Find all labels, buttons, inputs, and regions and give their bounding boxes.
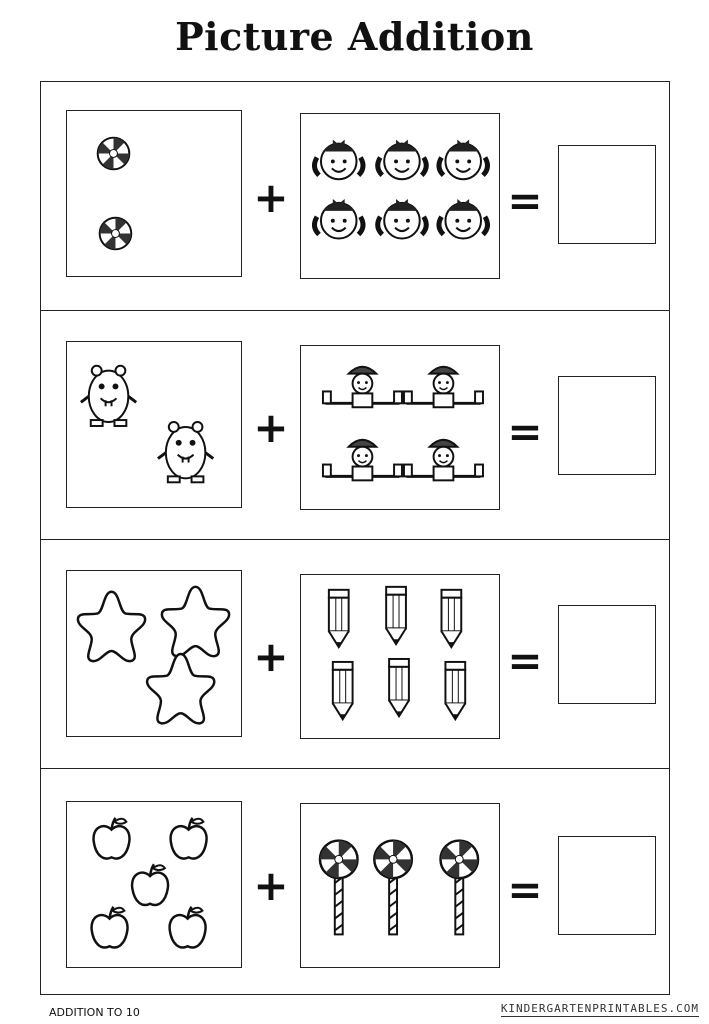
girl-face-icon bbox=[439, 140, 488, 180]
worksheet-frame bbox=[40, 81, 670, 995]
girl-face-icon bbox=[378, 199, 427, 239]
plus-sign: + bbox=[253, 403, 289, 452]
peppermint-candy-icon bbox=[100, 218, 132, 250]
apple-icon bbox=[171, 818, 207, 859]
left-picture-box bbox=[66, 801, 242, 968]
elf-icon bbox=[404, 367, 483, 408]
pencil-icon bbox=[389, 659, 409, 716]
girl-face-icon bbox=[314, 140, 363, 180]
elf-icon bbox=[323, 440, 402, 481]
pencil-icon bbox=[333, 662, 353, 719]
girl-face-icon bbox=[314, 199, 363, 239]
left-picture-box bbox=[66, 570, 242, 737]
plus-sign: + bbox=[253, 173, 289, 222]
peppermint-candy-group bbox=[67, 111, 241, 276]
lollipop-icon bbox=[374, 841, 412, 935]
pencil-icon bbox=[441, 590, 461, 647]
plus-sign: + bbox=[253, 861, 289, 910]
peppermint-candy-icon bbox=[98, 138, 130, 170]
problem-row-1 bbox=[41, 82, 669, 311]
problem-row-3 bbox=[41, 540, 669, 769]
girl-face-icon bbox=[378, 140, 427, 180]
monster-icon bbox=[81, 366, 136, 426]
right-picture-box bbox=[300, 345, 500, 510]
girl-face-icon bbox=[439, 199, 488, 239]
monster-icon bbox=[158, 422, 213, 482]
lollipop-icon bbox=[441, 841, 479, 935]
elf-group bbox=[301, 346, 499, 509]
star-icon bbox=[78, 592, 145, 661]
equals-sign: = bbox=[507, 176, 543, 225]
apple-group bbox=[67, 802, 241, 967]
lollipop-group bbox=[301, 804, 499, 967]
answer-box[interactable] bbox=[558, 376, 656, 475]
answer-box[interactable] bbox=[558, 145, 656, 244]
answer-box[interactable] bbox=[558, 836, 656, 935]
pencil-icon bbox=[329, 590, 349, 647]
footer-label: ADDITION TO 10 bbox=[49, 1006, 140, 1019]
elf-icon bbox=[404, 440, 483, 481]
answer-box[interactable] bbox=[558, 605, 656, 704]
plus-sign: + bbox=[253, 632, 289, 681]
pencil-icon bbox=[445, 662, 465, 719]
problem-row-4 bbox=[41, 769, 669, 998]
right-picture-box bbox=[300, 803, 500, 968]
apple-icon bbox=[132, 864, 168, 905]
apple-icon bbox=[92, 907, 128, 948]
footer-website[interactable]: KINDERGARTENPRINTABLES.COM bbox=[500, 1002, 699, 1015]
lollipop-icon bbox=[320, 841, 358, 935]
equals-sign: = bbox=[507, 636, 543, 685]
page-title: Picture Addition bbox=[175, 14, 534, 59]
pencil-icon bbox=[386, 587, 406, 644]
left-picture-box bbox=[66, 341, 242, 508]
problem-row-2 bbox=[41, 311, 669, 540]
equals-sign: = bbox=[507, 407, 543, 456]
elf-icon bbox=[323, 367, 402, 408]
equals-sign: = bbox=[507, 865, 543, 914]
right-picture-box bbox=[300, 113, 500, 279]
apple-icon bbox=[94, 818, 130, 859]
left-picture-box bbox=[66, 110, 242, 277]
star-icon bbox=[162, 587, 229, 656]
star-group bbox=[67, 571, 241, 736]
right-picture-box bbox=[300, 574, 500, 739]
girl-face-group bbox=[301, 114, 499, 278]
monster-group bbox=[67, 342, 241, 507]
apple-icon bbox=[170, 907, 206, 948]
pencil-group bbox=[301, 575, 499, 738]
star-icon bbox=[147, 654, 214, 723]
